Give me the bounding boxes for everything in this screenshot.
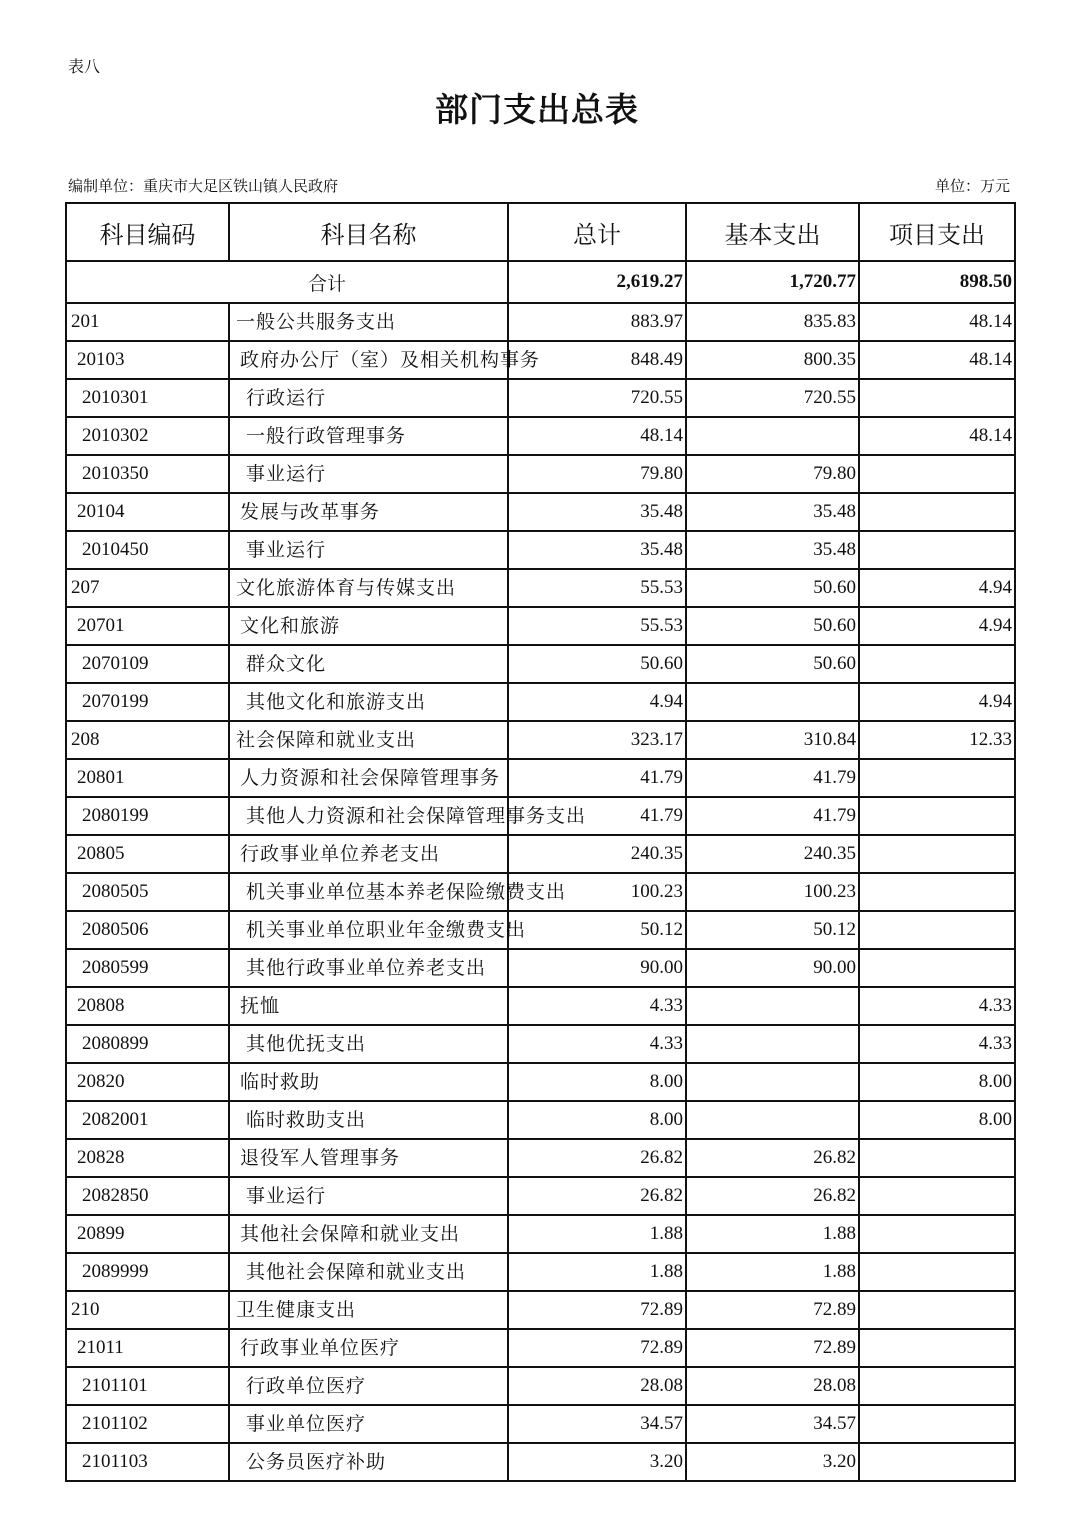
row-basic: 72.89 — [686, 1329, 859, 1367]
row-total: 90.00 — [508, 949, 686, 987]
row-total: 35.48 — [508, 531, 686, 569]
table-row — [66, 607, 1015, 645]
row-code: 20820 — [66, 1063, 229, 1101]
table-row — [66, 569, 1015, 607]
row-name: 一般行政管理事务 — [229, 417, 508, 455]
row-basic — [686, 683, 859, 721]
row-code: 2010450 — [66, 531, 229, 569]
row-project — [859, 1405, 1015, 1443]
row-name: 一般公共服务支出 — [229, 303, 508, 341]
row-basic: 35.48 — [686, 493, 859, 531]
row-total: 26.82 — [508, 1139, 686, 1177]
row-project: 4.94 — [859, 569, 1015, 607]
row-name: 人力资源和社会保障管理事务 — [229, 759, 508, 797]
row-total: 240.35 — [508, 835, 686, 873]
row-code: 2101102 — [66, 1405, 229, 1443]
row-name: 事业运行 — [229, 531, 508, 569]
row-total: 55.53 — [508, 569, 686, 607]
row-name: 文化和旅游 — [229, 607, 508, 645]
row-project — [859, 1291, 1015, 1329]
row-project: 4.33 — [859, 1025, 1015, 1063]
row-total: 55.53 — [508, 607, 686, 645]
row-basic: 26.82 — [686, 1177, 859, 1215]
total-label: 合计 — [66, 261, 508, 303]
row-code: 2101101 — [66, 1367, 229, 1405]
row-total: 720.55 — [508, 379, 686, 417]
table-row — [66, 1215, 1015, 1253]
row-project — [859, 379, 1015, 417]
row-name: 抚恤 — [229, 987, 508, 1025]
table-row — [66, 1443, 1015, 1481]
table-row — [66, 1405, 1015, 1443]
unit-row — [68, 175, 1010, 196]
row-code: 201 — [66, 303, 229, 341]
table-row — [66, 341, 1015, 379]
row-code: 210 — [66, 1291, 229, 1329]
table-row — [66, 1177, 1015, 1215]
row-code: 208 — [66, 721, 229, 759]
row-project: 48.14 — [859, 303, 1015, 341]
row-basic: 34.57 — [686, 1405, 859, 1443]
row-basic — [686, 1025, 859, 1063]
row-basic: 100.23 — [686, 873, 859, 911]
row-code: 2070109 — [66, 645, 229, 683]
row-name: 其他行政事业单位养老支出 — [229, 949, 508, 987]
row-total: 72.89 — [508, 1329, 686, 1367]
table-row — [66, 303, 1015, 341]
table-number-tag: 表八 — [68, 57, 101, 76]
row-project — [859, 949, 1015, 987]
row-name: 事业运行 — [229, 1177, 508, 1215]
row-project — [859, 759, 1015, 797]
row-project: 4.94 — [859, 683, 1015, 721]
row-code: 20104 — [66, 493, 229, 531]
row-name: 其他社会保障和就业支出 — [229, 1215, 508, 1253]
row-basic — [686, 1063, 859, 1101]
row-project: 4.94 — [859, 607, 1015, 645]
row-code: 2082001 — [66, 1101, 229, 1139]
row-project — [859, 1215, 1015, 1253]
row-basic: 240.35 — [686, 835, 859, 873]
row-project — [859, 797, 1015, 835]
table-row — [66, 949, 1015, 987]
row-name: 政府办公厅（室）及相关机构事务 — [229, 341, 508, 379]
row-total: 1.88 — [508, 1253, 686, 1291]
row-code: 20801 — [66, 759, 229, 797]
row-total: 848.49 — [508, 341, 686, 379]
row-name: 其他人力资源和社会保障管理事务支出 — [229, 797, 508, 835]
row-name: 其他优抚支出 — [229, 1025, 508, 1063]
page-title: 部门支出总表 — [435, 90, 639, 129]
row-total: 4.33 — [508, 987, 686, 1025]
row-code: 20828 — [66, 1139, 229, 1177]
row-basic: 50.60 — [686, 607, 859, 645]
row-project — [859, 911, 1015, 949]
row-basic — [686, 987, 859, 1025]
column-header-total: 总计 — [508, 203, 686, 261]
row-project — [859, 455, 1015, 493]
table-row — [66, 683, 1015, 721]
row-total: 100.23 — [508, 873, 686, 911]
column-header-basic: 基本支出 — [686, 203, 859, 261]
column-header-code: 科目编码 — [66, 203, 229, 261]
row-project: 48.14 — [859, 417, 1015, 455]
table-row — [66, 759, 1015, 797]
row-name: 机关事业单位基本养老保险缴费支出 — [229, 873, 508, 911]
row-total: 48.14 — [508, 417, 686, 455]
row-code: 2010350 — [66, 455, 229, 493]
row-total: 50.60 — [508, 645, 686, 683]
row-basic: 50.12 — [686, 911, 859, 949]
row-project: 12.33 — [859, 721, 1015, 759]
row-name: 发展与改革事务 — [229, 493, 508, 531]
row-total: 41.79 — [508, 797, 686, 835]
row-total: 34.57 — [508, 1405, 686, 1443]
total-sum: 2,619.27 — [508, 261, 686, 303]
unit-label: 单位：万元 — [934, 177, 1010, 195]
table-row — [66, 721, 1015, 759]
row-code: 2080899 — [66, 1025, 229, 1063]
row-code: 2010302 — [66, 417, 229, 455]
row-basic: 835.83 — [686, 303, 859, 341]
table-row — [66, 645, 1015, 683]
row-basic: 1.88 — [686, 1253, 859, 1291]
table-row — [66, 911, 1015, 949]
row-total: 8.00 — [508, 1101, 686, 1139]
row-name: 卫生健康支出 — [229, 1291, 508, 1329]
row-name: 行政运行 — [229, 379, 508, 417]
row-name: 行政单位医疗 — [229, 1367, 508, 1405]
row-basic: 41.79 — [686, 759, 859, 797]
table-row — [66, 1025, 1015, 1063]
row-total: 72.89 — [508, 1291, 686, 1329]
row-basic — [686, 1101, 859, 1139]
row-code: 2080506 — [66, 911, 229, 949]
table-row — [66, 1101, 1015, 1139]
table-header-row — [66, 203, 1015, 261]
row-name: 临时救助支出 — [229, 1101, 508, 1139]
row-basic: 72.89 — [686, 1291, 859, 1329]
row-name: 社会保障和就业支出 — [229, 721, 508, 759]
row-basic: 310.84 — [686, 721, 859, 759]
row-total: 28.08 — [508, 1367, 686, 1405]
row-basic: 90.00 — [686, 949, 859, 987]
row-code: 20103 — [66, 341, 229, 379]
row-basic — [686, 417, 859, 455]
row-name: 事业单位医疗 — [229, 1405, 508, 1443]
row-project — [859, 1329, 1015, 1367]
table-row — [66, 1291, 1015, 1329]
table-row — [66, 455, 1015, 493]
column-header-name: 科目名称 — [229, 203, 508, 261]
row-total: 1.88 — [508, 1215, 686, 1253]
table-row — [66, 797, 1015, 835]
row-name: 其他社会保障和就业支出 — [229, 1253, 508, 1291]
row-code: 21011 — [66, 1329, 229, 1367]
row-code: 2082850 — [66, 1177, 229, 1215]
row-project — [859, 531, 1015, 569]
table-row — [66, 1139, 1015, 1177]
table-row — [66, 835, 1015, 873]
row-code: 20805 — [66, 835, 229, 873]
row-code: 2080599 — [66, 949, 229, 987]
row-name: 行政事业单位养老支出 — [229, 835, 508, 873]
row-code: 2080505 — [66, 873, 229, 911]
row-project — [859, 493, 1015, 531]
table-row — [66, 987, 1015, 1025]
table-row — [66, 493, 1015, 531]
row-total: 26.82 — [508, 1177, 686, 1215]
row-total: 883.97 — [508, 303, 686, 341]
row-project: 48.14 — [859, 341, 1015, 379]
row-basic: 3.20 — [686, 1443, 859, 1481]
table-row — [66, 379, 1015, 417]
row-total: 50.12 — [508, 911, 686, 949]
row-total: 41.79 — [508, 759, 686, 797]
column-header-project: 项目支出 — [859, 203, 1015, 261]
row-code: 20899 — [66, 1215, 229, 1253]
row-basic: 800.35 — [686, 341, 859, 379]
row-code: 2080199 — [66, 797, 229, 835]
row-code: 2101103 — [66, 1443, 229, 1481]
row-basic: 26.82 — [686, 1139, 859, 1177]
row-basic: 50.60 — [686, 569, 859, 607]
row-total: 4.33 — [508, 1025, 686, 1063]
row-project: 8.00 — [859, 1063, 1015, 1101]
row-name: 临时救助 — [229, 1063, 508, 1101]
row-total: 4.94 — [508, 683, 686, 721]
row-project — [859, 645, 1015, 683]
row-code: 20808 — [66, 987, 229, 1025]
row-project — [859, 1253, 1015, 1291]
row-project — [859, 1367, 1015, 1405]
table-row — [66, 531, 1015, 569]
row-project — [859, 1139, 1015, 1177]
row-name: 退役军人管理事务 — [229, 1139, 508, 1177]
row-name: 文化旅游体育与传媒支出 — [229, 569, 508, 607]
row-basic: 1.88 — [686, 1215, 859, 1253]
table-row — [66, 1367, 1015, 1405]
total-project: 898.50 — [859, 261, 1015, 303]
row-code: 2070199 — [66, 683, 229, 721]
row-project — [859, 1443, 1015, 1481]
row-name: 公务员医疗补助 — [229, 1443, 508, 1481]
row-code: 2010301 — [66, 379, 229, 417]
row-name: 机关事业单位职业年金缴费支出 — [229, 911, 508, 949]
row-code: 207 — [66, 569, 229, 607]
total-basic: 1,720.77 — [686, 261, 859, 303]
row-basic: 28.08 — [686, 1367, 859, 1405]
table-row — [66, 417, 1015, 455]
table-row — [66, 873, 1015, 911]
row-project: 4.33 — [859, 987, 1015, 1025]
row-project — [859, 873, 1015, 911]
row-basic: 50.60 — [686, 645, 859, 683]
row-basic: 79.80 — [686, 455, 859, 493]
expenditure-table — [65, 202, 1016, 1482]
table-row — [66, 1253, 1015, 1291]
row-project — [859, 835, 1015, 873]
row-name: 事业运行 — [229, 455, 508, 493]
row-code: 20701 — [66, 607, 229, 645]
row-total: 79.80 — [508, 455, 686, 493]
row-basic: 41.79 — [686, 797, 859, 835]
row-basic: 720.55 — [686, 379, 859, 417]
row-total: 3.20 — [508, 1443, 686, 1481]
org-label: 编制单位：重庆市大足区铁山镇人民政府 — [68, 177, 339, 195]
row-total: 323.17 — [508, 721, 686, 759]
row-name: 其他文化和旅游支出 — [229, 683, 508, 721]
row-project — [859, 1177, 1015, 1215]
row-name: 群众文化 — [229, 645, 508, 683]
row-name: 行政事业单位医疗 — [229, 1329, 508, 1367]
row-total: 8.00 — [508, 1063, 686, 1101]
row-basic: 35.48 — [686, 531, 859, 569]
row-total: 35.48 — [508, 493, 686, 531]
table-row — [66, 1063, 1015, 1101]
row-code: 2089999 — [66, 1253, 229, 1291]
table-row — [66, 1329, 1015, 1367]
row-project: 8.00 — [859, 1101, 1015, 1139]
total-row — [66, 261, 1015, 303]
